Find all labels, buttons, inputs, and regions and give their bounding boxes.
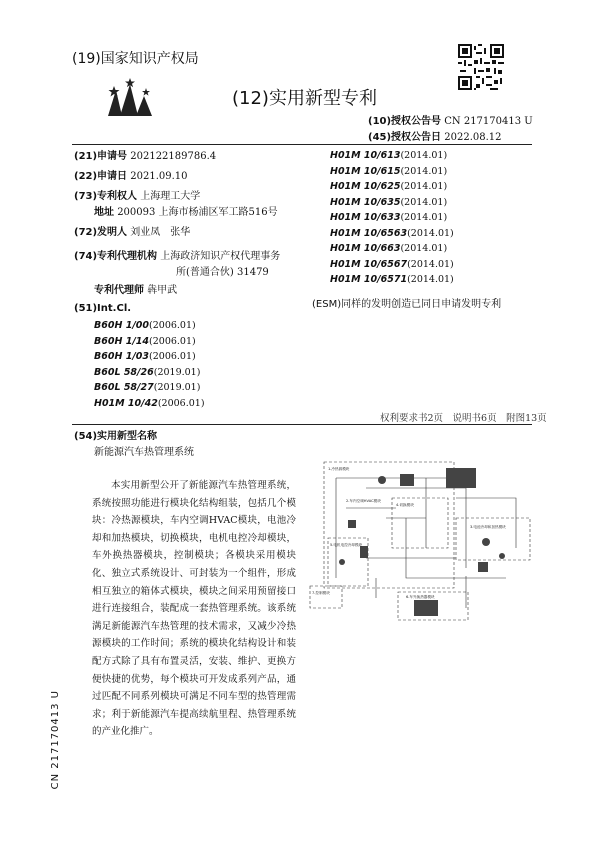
biblio-divider bbox=[72, 424, 532, 425]
figure-label: 7.控制模块 bbox=[312, 591, 330, 595]
patent-holder-value: 上海理工大学 bbox=[140, 191, 201, 202]
application-number bbox=[74, 150, 216, 164]
inventors bbox=[74, 226, 190, 240]
patent-agent-value: 犇甲武 bbox=[147, 285, 178, 296]
intcl-item: B60L 58/27(2019.01) bbox=[94, 382, 201, 393]
figure-label: 6.车外换热器模块 bbox=[406, 595, 435, 599]
holder-address-label: 地址 bbox=[94, 207, 114, 218]
intcl-heading bbox=[74, 302, 131, 316]
inventors-value: 刘业凤 张华 bbox=[130, 227, 191, 238]
publication-number-label: (10)授权公告号 bbox=[368, 116, 442, 127]
figure-label: 3.电池冷却和加热模块 bbox=[470, 525, 506, 529]
application-number-value: 202122189786.4 bbox=[130, 151, 217, 162]
intcl-item: H01M 10/625(2014.01) bbox=[330, 181, 448, 192]
utility-model-title-label: (54)实用新型名称 bbox=[74, 431, 158, 442]
system-diagram bbox=[306, 458, 538, 628]
intcl-item: H01M 10/615(2014.01) bbox=[330, 165, 448, 177]
intcl-item: B60H 1/14(2006.01) bbox=[94, 335, 196, 347]
utility-model-title: 新能源汽车热管理系统 bbox=[94, 447, 194, 458]
publication-date-label: (45)授权公告日 bbox=[368, 132, 442, 143]
diagram-module-boundary bbox=[324, 462, 454, 588]
page-summary: 权利要求书2页 说明书6页 附图13页 bbox=[380, 413, 547, 424]
patent-type: (12)实用新型专利 bbox=[232, 88, 377, 109]
patent-agency-line2: 所(普通合伙) 31479 bbox=[176, 267, 269, 278]
figure-label: 2.车内空调HVAC模块 bbox=[346, 499, 381, 503]
intcl-item: H01M 10/613(2014.01) bbox=[330, 150, 448, 161]
intcl-item: H01M 10/635(2014.01) bbox=[330, 196, 448, 208]
holder-address-value: 200093 上海市杨浦区军工路516号 bbox=[117, 207, 278, 218]
application-date-value: 2021.09.10 bbox=[130, 171, 188, 182]
abstract-text: 本实用新型公开了新能源汽车热管理系统，系统按照功能进行模块化结构组装，包括几个模块：冷热源模块，车内空调HVAC模块，电池冷却和加热模块，切换模块，电机电控冷却模块，车外换热器模块，控制模块；各模块采用模块化、独立式系统设计、可封装为一个组件，形成相互独立的箱体式模块，模块之间采用预留接口进行连接组合，装配成一套热管理系统。该系统满足新能源汽车热管理的技术需求，又减少冷热源模块的工作时间；系统的模块化结构设计和装配方式除了具有布置灵活，安装、维护、更换方便快捷的优势，每个模块可开发成系列产品，通过匹配不同系列模块可满足不同车型的热管理需求；利于新能源汽车提高续航里程、热管理系统的产业化推广。 bbox=[92, 480, 296, 738]
intcl-item: B60H 1/03(2006.01) bbox=[94, 351, 196, 362]
inventors-label: (72)发明人 bbox=[74, 227, 128, 238]
cnipa-emblem-icon bbox=[100, 76, 160, 120]
intcl-item: B60L 58/26(2019.01) bbox=[94, 366, 201, 378]
intcl-label: (51)Int.Cl. bbox=[74, 303, 132, 314]
figure-label: 4.切换模块 bbox=[396, 503, 414, 507]
patent-agency-label: (74)专利代理机构 bbox=[74, 251, 158, 262]
publication-number bbox=[368, 112, 533, 127]
qr-code-icon bbox=[458, 44, 504, 90]
intcl-item: B60H 1/00(2006.01) bbox=[94, 320, 196, 331]
header-divider bbox=[72, 144, 532, 145]
patent-agency bbox=[74, 250, 280, 264]
publication-number-value: CN 217170413 U bbox=[444, 116, 533, 127]
patent-agent bbox=[94, 284, 177, 298]
figure-label: 5.电机电控冷却模块 bbox=[330, 543, 363, 547]
intcl-item: H01M 10/663(2014.01) bbox=[330, 243, 448, 254]
application-date-label: (22)申请日 bbox=[74, 171, 128, 182]
esm-note: (ESM)同样的发明创造已同日申请发明专利 bbox=[312, 299, 502, 310]
intcl-list-left bbox=[94, 318, 205, 411]
publication-date bbox=[368, 128, 502, 143]
patent-agent-label: 专利代理师 bbox=[94, 285, 144, 296]
patent-agency-line1: 上海政济知识产权代理事务 bbox=[160, 251, 281, 262]
holder-address bbox=[94, 206, 278, 220]
patent-holder bbox=[74, 190, 200, 204]
intcl-item: H01M 10/42(2006.01) bbox=[94, 397, 205, 409]
intcl-item: H01M 10/633(2014.01) bbox=[330, 212, 448, 223]
publication-date-value: 2022.08.12 bbox=[444, 132, 502, 143]
intcl-item: H01M 10/6567(2014.01) bbox=[330, 258, 454, 270]
intcl-item: H01M 10/6563(2014.01) bbox=[330, 227, 454, 239]
figure-label: 1.冷热源模块 bbox=[328, 467, 350, 471]
office-name: (19)国家知识产权局 bbox=[72, 51, 199, 67]
intcl-list-right bbox=[330, 148, 454, 288]
side-publication-code: CN 217170413 U bbox=[50, 690, 61, 790]
patent-holder-label: (73)专利权人 bbox=[74, 191, 138, 202]
application-date bbox=[74, 170, 188, 184]
application-number-label: (21)申请号 bbox=[74, 151, 128, 162]
intcl-item: H01M 10/6571(2014.01) bbox=[330, 274, 454, 285]
